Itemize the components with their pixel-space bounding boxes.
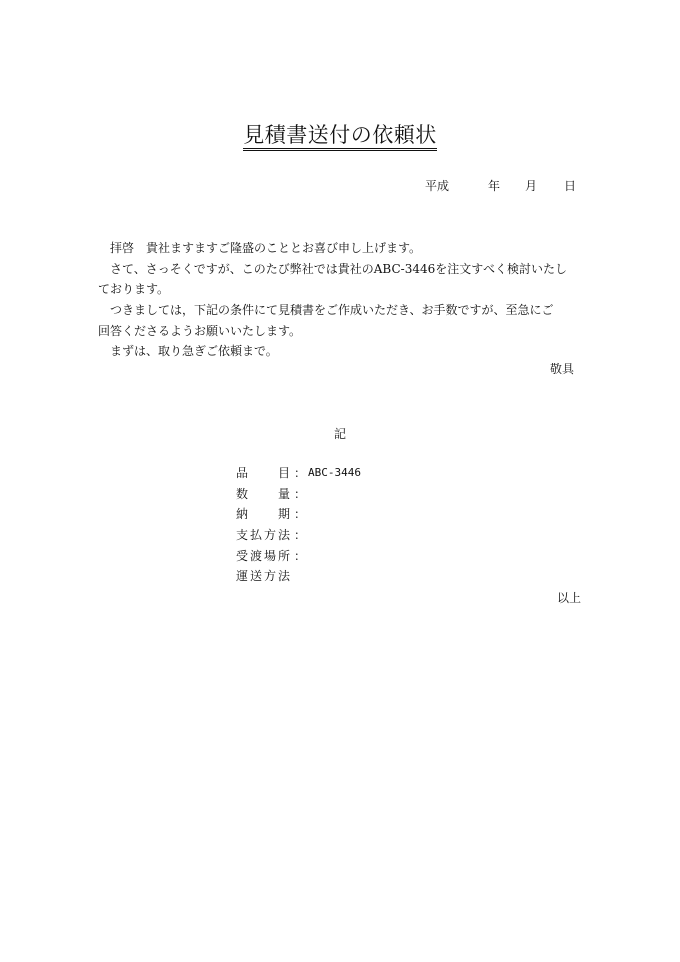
condition-separator: ： xyxy=(294,528,307,543)
condition-item xyxy=(236,568,361,589)
body-line: まずは、取り急ぎご依頼まで。 xyxy=(110,344,278,359)
letter-body xyxy=(98,238,588,362)
condition-label: 納 期 xyxy=(236,507,290,522)
condition-item xyxy=(236,486,361,507)
condition-label: 支払方法 xyxy=(236,528,290,543)
ki-heading: 記 xyxy=(334,427,347,441)
document-title-text: 見積書送付の依頼状 xyxy=(243,123,437,151)
condition-value: ABC-3446 xyxy=(308,466,361,479)
body-line: さて、さっそくですが、このたび弊社では貴社のABC-3446を注文すべく検討いたし xyxy=(110,261,568,276)
body-line: ております。 xyxy=(98,282,170,297)
date-month: 月 xyxy=(525,179,538,193)
condition-label: 受渡場所 xyxy=(236,548,290,563)
body-line: 拝啓 貴社ますますご隆盛のこととお喜び申し上げます。 xyxy=(110,241,422,255)
date-day: 日 xyxy=(564,179,577,193)
document-title xyxy=(0,121,680,149)
date-year: 年 xyxy=(488,179,501,193)
condition-item xyxy=(236,465,361,486)
condition-label: 数 量 xyxy=(236,486,290,501)
body-line: つきましては，下記の条件にて見積書をご作成いただき、お手数ですが、至急にご xyxy=(110,303,554,318)
body-line: 回答くださるようお願いいたします。 xyxy=(98,323,302,338)
condition-separator: ： xyxy=(294,548,307,563)
conditions-list xyxy=(236,465,361,589)
condition-item xyxy=(236,548,361,569)
condition-item xyxy=(236,527,361,548)
condition-separator: ： xyxy=(294,507,307,522)
date-era: 平成 xyxy=(425,179,450,193)
condition-label: 品 目 xyxy=(236,466,290,480)
condition-separator: ： xyxy=(294,486,307,501)
condition-label: 運送方法 xyxy=(236,569,290,584)
condition-separator: ： xyxy=(294,466,307,480)
condition-item xyxy=(236,506,361,527)
closing-keigu: 敬具 xyxy=(550,362,575,376)
condition-separator xyxy=(294,568,306,589)
ijou-end-mark: 以上 xyxy=(557,591,582,605)
